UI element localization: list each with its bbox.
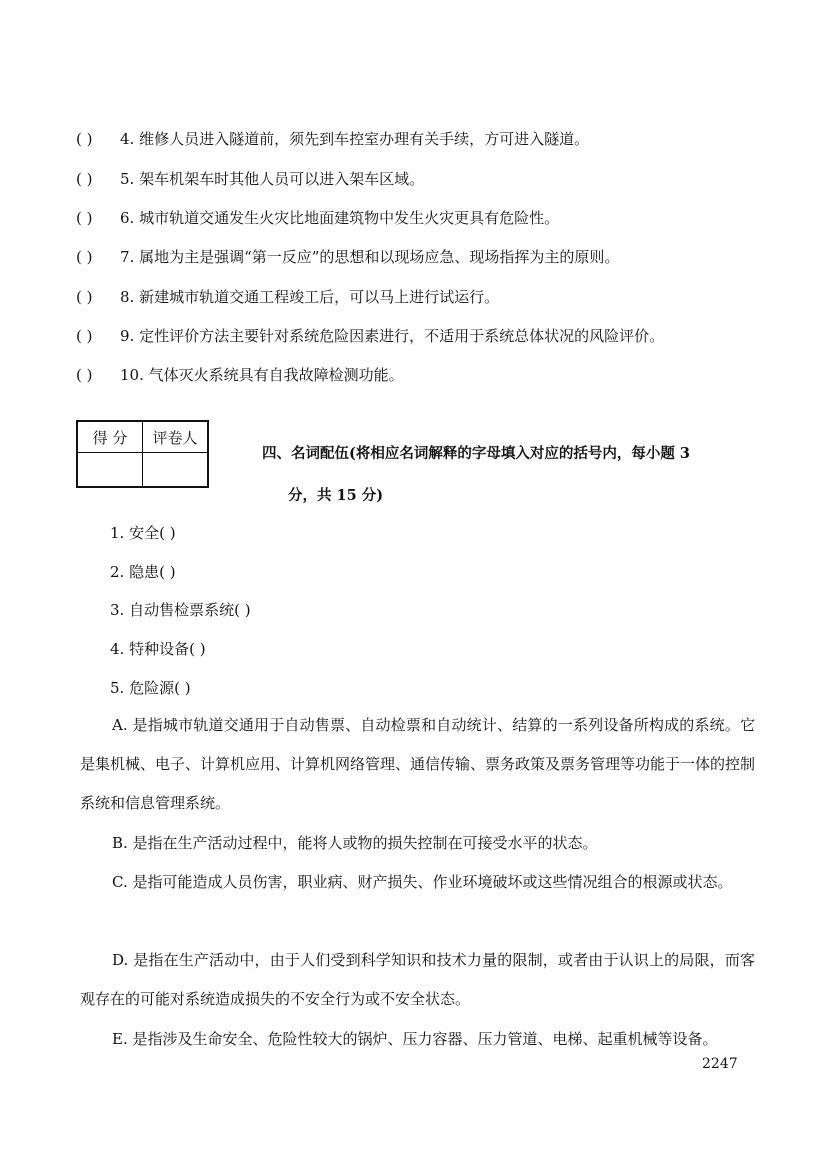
answer-paren: ( ) (76, 170, 93, 188)
tf-item-text: 6. 城市轨道交通发生火灾比地面建筑物中发生火灾更具有危险性。 (120, 209, 560, 227)
score-box (76, 420, 209, 488)
section-title-line2: 分，共 15 分) (288, 487, 384, 504)
tf-item-7 (76, 246, 619, 267)
definition-b: B. 是指在生产活动过程中，能将人或物的损失控制在可接受水平的状态。 (112, 834, 598, 852)
tf-item-text: 7. 属地为主是强调“第一反应”的思想和以现场应急、现场指挥为主的原则。 (120, 248, 620, 266)
grader-label: 评卷人 (143, 421, 209, 453)
term-item: 2. 隐患( ) (110, 563, 176, 581)
definition-e: E. 是指涉及生命安全、危险性较大的锅炉、压力容器、压力管道、电梯、起重机械等设备。 (112, 1030, 718, 1048)
answer-paren: ( ) (76, 209, 93, 227)
definition-d: D. 是指在生产活动中，由于人们受到科学知识和技术力量的限制，或者由于认识上的局限，而客观存在的可能对系统造成损失的不安全行为或不安全状态。 (80, 951, 755, 1008)
section-title-line1: 四、名词配伍(将相应名词解释的字母填入对应的括号内，每小题 3 (262, 445, 690, 462)
answer-paren: ( ) (76, 327, 93, 345)
score-cell (77, 453, 143, 488)
term-item: 1. 安全( ) (110, 524, 176, 542)
score-label: 得 分 (77, 421, 143, 453)
tf-item-text: 9. 定性评价方法主要针对系统危险因素进行，不适用于系统总体状况的风险评价。 (120, 327, 665, 345)
tf-item-8 (76, 286, 499, 307)
definition-c: C. 是指可能造成人员伤害，职业病、财产损失、作业环境破坏或这些情况组合的根源或状态。 (112, 873, 733, 891)
tf-item-5 (76, 168, 424, 189)
tf-item-10 (76, 364, 404, 385)
answer-paren: ( ) (76, 130, 93, 148)
tf-item-9 (76, 325, 664, 346)
tf-item-text: 5. 架车机架车时其他人员可以进入架车区域。 (120, 170, 425, 188)
answer-paren: ( ) (76, 288, 93, 306)
term-item: 4. 特种设备( ) (110, 640, 206, 658)
answer-paren: ( ) (76, 248, 93, 266)
answer-paren: ( ) (76, 366, 93, 384)
definition-a: A. 是指城市轨道交通用于自动售票、自动检票和自动统计、结算的一系列设备所构成的系统。它是集机械、电子、计算机应用、计算机网络管理、通信传输、票务政策及票务管理等功能于一体的控制系统和信息管理系统。 (80, 716, 756, 812)
tf-item-text: 10. 气体灭火系统具有自我故障检测功能。 (120, 366, 404, 384)
term-item: 3. 自动售检票系统( ) (110, 601, 251, 619)
tf-item-4 (76, 128, 589, 149)
term-item: 5. 危险源( ) (110, 679, 191, 697)
page-number: 2247 (702, 1056, 738, 1072)
tf-item-6 (76, 207, 559, 228)
tf-item-text: 8. 新建城市轨道交通工程竣工后，可以马上进行试运行。 (120, 288, 500, 306)
grader-cell (143, 453, 209, 488)
tf-item-text: 4. 维修人员进入隧道前，须先到车控室办理有关手续，方可进入隧道。 (120, 130, 590, 148)
